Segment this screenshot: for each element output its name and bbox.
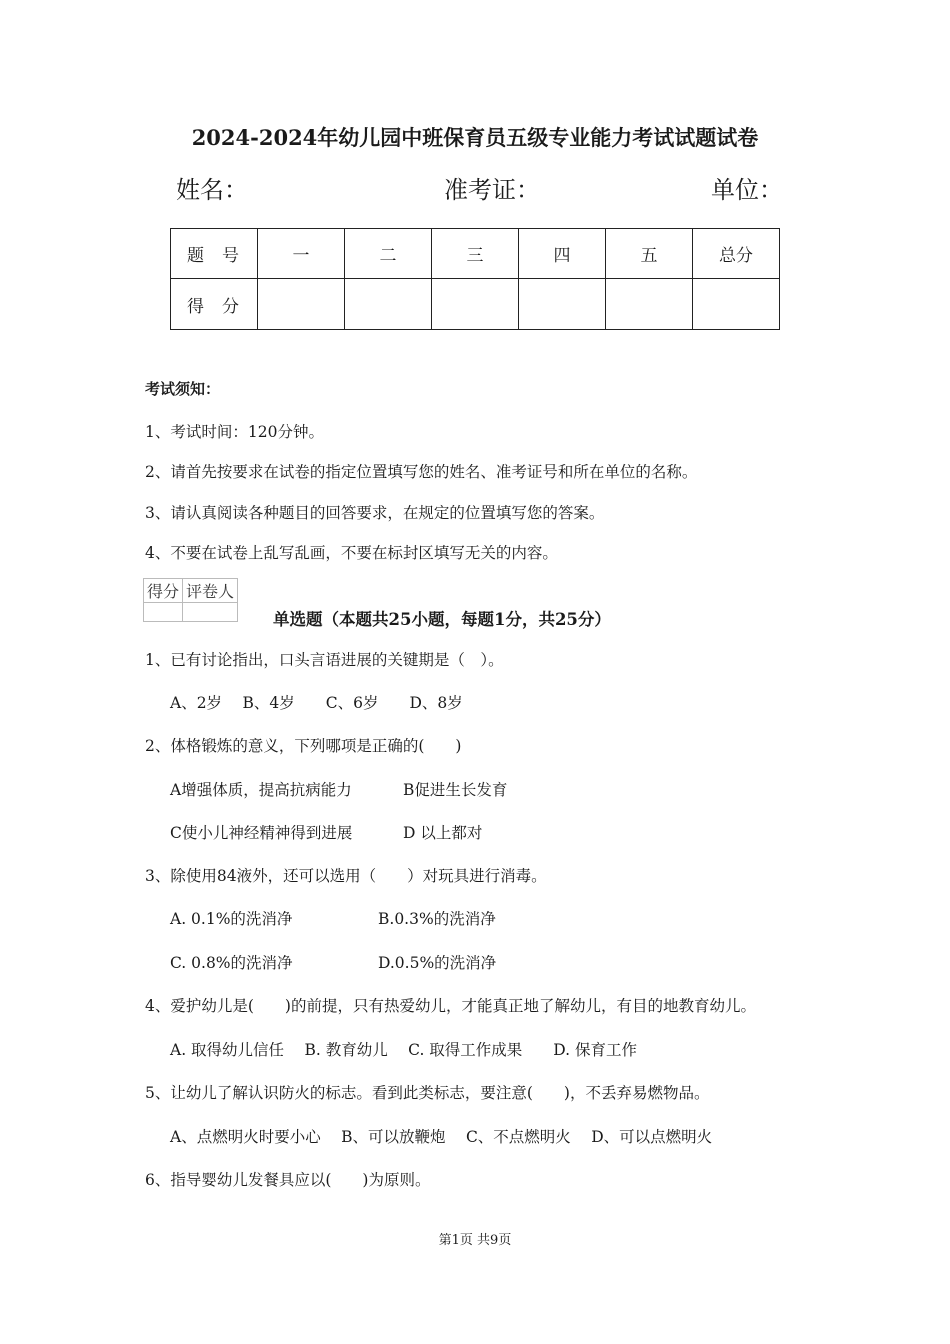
column-header: 四 [519,229,606,279]
score-table [170,228,780,330]
grader-score-label: 得分 [144,579,183,603]
column-header: 三 [432,229,519,279]
score-cell[interactable] [432,279,519,330]
option-c: C使小儿神经精神得到进展 [170,824,353,842]
notice-item: 2、请首先按要求在试卷的指定位置填写您的姓名、准考证号和所在单位的名称。 [145,463,698,481]
question-stem: 6、指导婴幼儿发餐具应以( )为原则。 [145,1171,431,1189]
option-b: B.0.3%的洗消净 [378,910,496,928]
grader-box [143,578,238,622]
grader-label: 评卷人 [183,579,238,603]
score-label-cell: 得分 [171,279,258,330]
option-c: C. 0.8%的洗消净 [170,954,293,972]
question-stem: 4、爱护幼儿是( )的前提，只有热爱幼儿，才能真正地了解幼儿，有目的地教育幼儿。 [145,997,756,1015]
header-label-cell: 题号 [171,229,258,279]
option-b: B促进生长发育 [403,781,508,799]
column-header: 一 [258,229,345,279]
score-cell[interactable] [606,279,693,330]
column-header-total: 总分 [693,229,780,279]
notice-heading: 考试须知： [145,380,221,398]
ticket-number-label: 准考证： [444,176,540,204]
unit-label: 单位： [711,176,783,204]
question-stem: 5、让幼儿了解认识防火的标志。看到此类标志，要注意( )，不丢弃易燃物品。 [145,1084,710,1102]
notice-item: 1、考试时间：120分钟。 [145,423,324,441]
option-a: A增强体质，提高抗病能力 [170,781,352,799]
exam-title: 2024-2024年幼儿园中班保育员五级专业能力考试试题试卷 [191,125,759,150]
score-cell[interactable] [519,279,606,330]
score-cell[interactable] [258,279,345,330]
question-stem: 3、除使用84液外，还可以选用（ ）对玩具进行消毒。 [145,867,547,885]
question-options: A、点燃明火时要小心 B、可以放鞭炮 C、不点燃明火 D、可以点燃明火 [170,1128,713,1146]
grader-name-cell[interactable] [183,603,238,622]
option-d: D 以上都对 [403,824,483,842]
option-d: D.0.5%的洗消净 [378,954,497,972]
score-table-header-row [171,229,780,279]
notice-item: 4、不要在试卷上乱写乱画，不要在标封区填写无关的内容。 [145,544,558,562]
score-table-score-row [171,279,780,330]
question-stem: 2、体格锻炼的意义，下列哪项是正确的( ) [145,737,462,755]
question-options: A. 取得幼儿信任 B. 教育幼儿 C. 取得工作成果 D. 保育工作 [170,1041,638,1059]
question-stem: 1、已有讨论指出，口头言语进展的关键期是（ ）。 [145,651,504,669]
name-label: 姓名： [176,176,248,204]
column-header: 二 [345,229,432,279]
score-cell[interactable] [345,279,432,330]
option-a: A. 0.1%的洗消净 [170,910,293,928]
notice-item: 3、请认真阅读各种题目的回答要求，在规定的位置填写您的答案。 [145,504,605,522]
column-header: 五 [606,229,693,279]
section-heading: 单选题（本题共25小题，每题1分，共25分） [273,610,611,629]
page-footer: 第1页 共9页 [438,1233,512,1248]
score-cell-total[interactable] [693,279,780,330]
grader-score-cell[interactable] [144,603,183,622]
question-options: A、2岁 B、4岁 C、6岁 D、8岁 [170,694,463,712]
